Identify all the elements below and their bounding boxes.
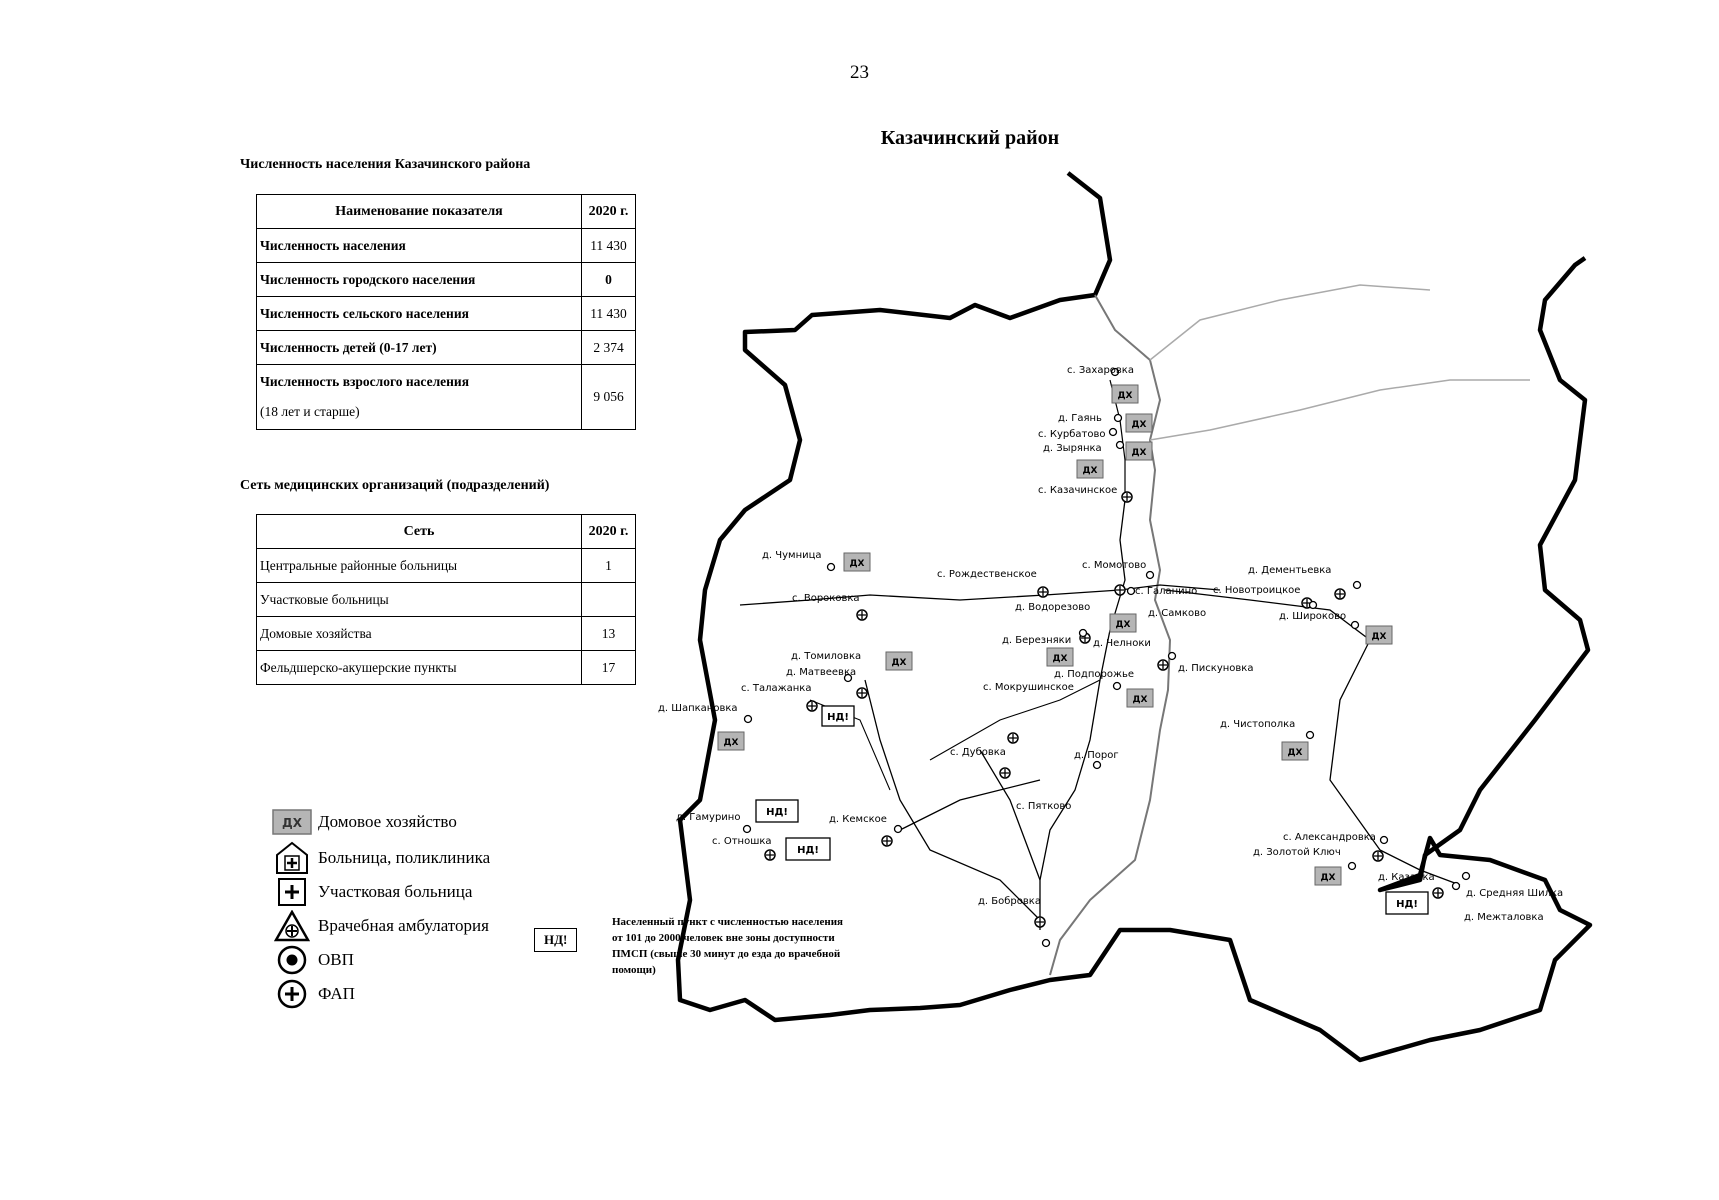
svg-text:ДХ: ДХ [1371, 632, 1387, 642]
dx-icon [1126, 414, 1152, 432]
road-mid [810, 680, 1100, 790]
place-label: с. Галанино [1135, 586, 1198, 597]
fap-marker [1115, 585, 1125, 595]
place-label: с. Рождественское [937, 569, 1037, 580]
row-label: Численность населения [257, 229, 582, 263]
dx-icon [1077, 460, 1103, 478]
svg-text:ДХ: ДХ [891, 658, 907, 668]
dx-icon [1047, 648, 1073, 666]
fap-marker [857, 688, 867, 698]
svg-text:НД!: НД! [827, 712, 849, 723]
legend-label: ФАП [318, 984, 355, 1003]
legend-label: Больница, поликлиника [318, 848, 491, 867]
road-south [900, 750, 1040, 880]
svg-text:ДХ: ДХ [1082, 466, 1098, 476]
place-label: д. Широково [1279, 611, 1347, 622]
place-label: д. Матвеевка [786, 667, 857, 678]
population-title: Численность населения Казачинского района [240, 157, 531, 172]
place-label: д. Подпорожье [1054, 669, 1134, 680]
row-value: 11 430 [582, 229, 636, 263]
svg-text:НД!: НД! [797, 845, 819, 856]
row-label-line1: Численность взрослого населения [260, 374, 469, 389]
legend-label: Врачебная амбулатория [318, 916, 489, 935]
nd-box [786, 838, 830, 860]
row-label: Численность сельского населения [257, 297, 582, 331]
svg-text:ДХ: ДХ [1320, 873, 1336, 883]
dx-icon [844, 553, 870, 571]
place-label: с. Вороковка [792, 593, 860, 604]
header-year: 2020 г. [582, 195, 636, 229]
place-label: д. Золотой Ключ [1253, 847, 1341, 858]
map-title: Казачинский район [880, 127, 1060, 149]
legend-label: Домовое хозяйство [318, 812, 457, 831]
place-label: д. Гаянь [1058, 413, 1102, 424]
row-value: 1 [582, 549, 636, 583]
place-label: д. Томиловка [791, 651, 862, 662]
row-label: Фельдшерско-акушерские пункты [257, 651, 582, 685]
dx-icon [1127, 689, 1153, 707]
fap-marker [857, 610, 867, 620]
fap-marker [1038, 587, 1048, 597]
svg-text:ДХ: ДХ [1052, 654, 1068, 664]
road-southwest [865, 680, 1040, 920]
fap-marker [1433, 888, 1443, 898]
row-label: Участковые больницы [257, 583, 582, 617]
dx-icon [1366, 626, 1392, 644]
place-label: с. Дубовка [950, 747, 1006, 758]
place-label: д. Водорезово [1015, 602, 1091, 613]
dx-icon [886, 652, 912, 670]
svg-text:ДХ: ДХ [1115, 620, 1131, 630]
header-year: 2020 г. [582, 515, 636, 549]
dx-icon [1126, 442, 1152, 460]
fap-marker [1122, 492, 1132, 502]
place-label: д. Челноки [1093, 638, 1151, 649]
dx-icon [1315, 867, 1341, 885]
page-number: 23 [850, 62, 869, 83]
fap-marker [1000, 768, 1010, 778]
place-label: д. Зырянка [1043, 443, 1102, 454]
legend-nd-note: Населенный пункт с численностью населения от 101 до 2000 человек вне зоны доступности ПМСП (свыше 30 минут до езда до врачебной помощи) [612, 916, 843, 976]
header-network: Сеть [257, 515, 582, 549]
nd-box [822, 706, 854, 726]
row-label-line2: (18 лет и старше) [260, 404, 360, 419]
header-indicator: Наименование показателя [257, 195, 582, 229]
row-label: Центральные районные больницы [257, 549, 582, 583]
dx-icon [1282, 742, 1308, 760]
svg-text:ДХ: ДХ [723, 738, 739, 748]
place-label: д. Бобровка [978, 896, 1041, 907]
place-label: д. Пискуновка [1178, 663, 1254, 674]
svg-text:НД!: НД! [766, 807, 788, 818]
fap-marker [1035, 917, 1045, 927]
row-value: 0 [582, 263, 636, 297]
dx-icon [1112, 385, 1138, 403]
fap-marker [882, 836, 892, 846]
row-label: Домовые хозяйства [257, 617, 582, 651]
fap-marker [1008, 733, 1018, 743]
row-value: 13 [582, 617, 636, 651]
svg-text:ДХ: ДХ [282, 816, 302, 830]
legend-label: ОВП [318, 950, 354, 969]
place-label: д. Самково [1148, 608, 1207, 619]
svg-text:ДХ: ДХ [1131, 448, 1147, 458]
place-label: с. Пятково [1016, 801, 1072, 812]
nd-box [1386, 892, 1428, 914]
dx-icon [718, 732, 744, 750]
river-east [1150, 380, 1530, 440]
row-value: 11 430 [582, 297, 636, 331]
place-label: д. Средняя Шилка [1466, 888, 1564, 899]
place-label: с. Отношка [712, 836, 772, 847]
place-label: с. Александровка [1283, 832, 1376, 843]
place-label: с. Талажанка [741, 683, 812, 694]
row-label: Численность городского населения [257, 263, 582, 297]
svg-text:ДХ: ДХ [1117, 391, 1133, 401]
place-label: д. Казанка [1378, 872, 1435, 883]
row-value: 9 056 [582, 365, 636, 430]
svg-text:ДХ: ДХ [1287, 748, 1303, 758]
legend-label: Участковая больница [318, 882, 473, 901]
place-label: с. Курбатово [1038, 429, 1106, 440]
fap-marker [765, 850, 775, 860]
fap-marker [1373, 851, 1383, 861]
place-label: д. Дементьевка [1248, 565, 1332, 576]
svg-text:ДХ: ДХ [1131, 420, 1147, 430]
place-label: д. Межталовка [1464, 912, 1544, 923]
row-value: 2 374 [582, 331, 636, 365]
place-label: д. Кемское [829, 814, 887, 825]
svg-text:ДХ: ДХ [849, 559, 865, 569]
place-label: д. Гамурино [676, 812, 741, 823]
place-label: с. Захаровка [1067, 365, 1134, 376]
svg-text:НД!: НД! [1396, 899, 1418, 910]
network-title: Сеть медицинских организаций (подразделений) [240, 478, 550, 493]
place-label: д. Чистополка [1220, 719, 1296, 730]
place-label: д. Порог [1074, 750, 1119, 761]
place-label: с. Мокрушинское [983, 682, 1074, 693]
fap-marker [1335, 589, 1345, 599]
place-label: с. Казачинское [1038, 485, 1118, 496]
place-label: д. Шапкановка [658, 703, 738, 714]
place-label: с. Новотроицкое [1213, 585, 1301, 596]
row-value: 17 [582, 651, 636, 685]
fap-marker [807, 701, 817, 711]
river-north [1150, 285, 1430, 360]
nd-box [756, 800, 798, 822]
place-label: с. Момотово [1082, 560, 1147, 571]
dx-icon [1110, 614, 1136, 632]
legend-nd-box: НД! [534, 928, 577, 952]
place-label: д. Чумница [762, 550, 822, 561]
row-label: Численность детей (0-17 лет) [257, 331, 582, 365]
svg-text:ДХ: ДХ [1132, 695, 1148, 705]
place-label: д. Березняки [1002, 635, 1072, 646]
fap-marker [1158, 660, 1168, 670]
